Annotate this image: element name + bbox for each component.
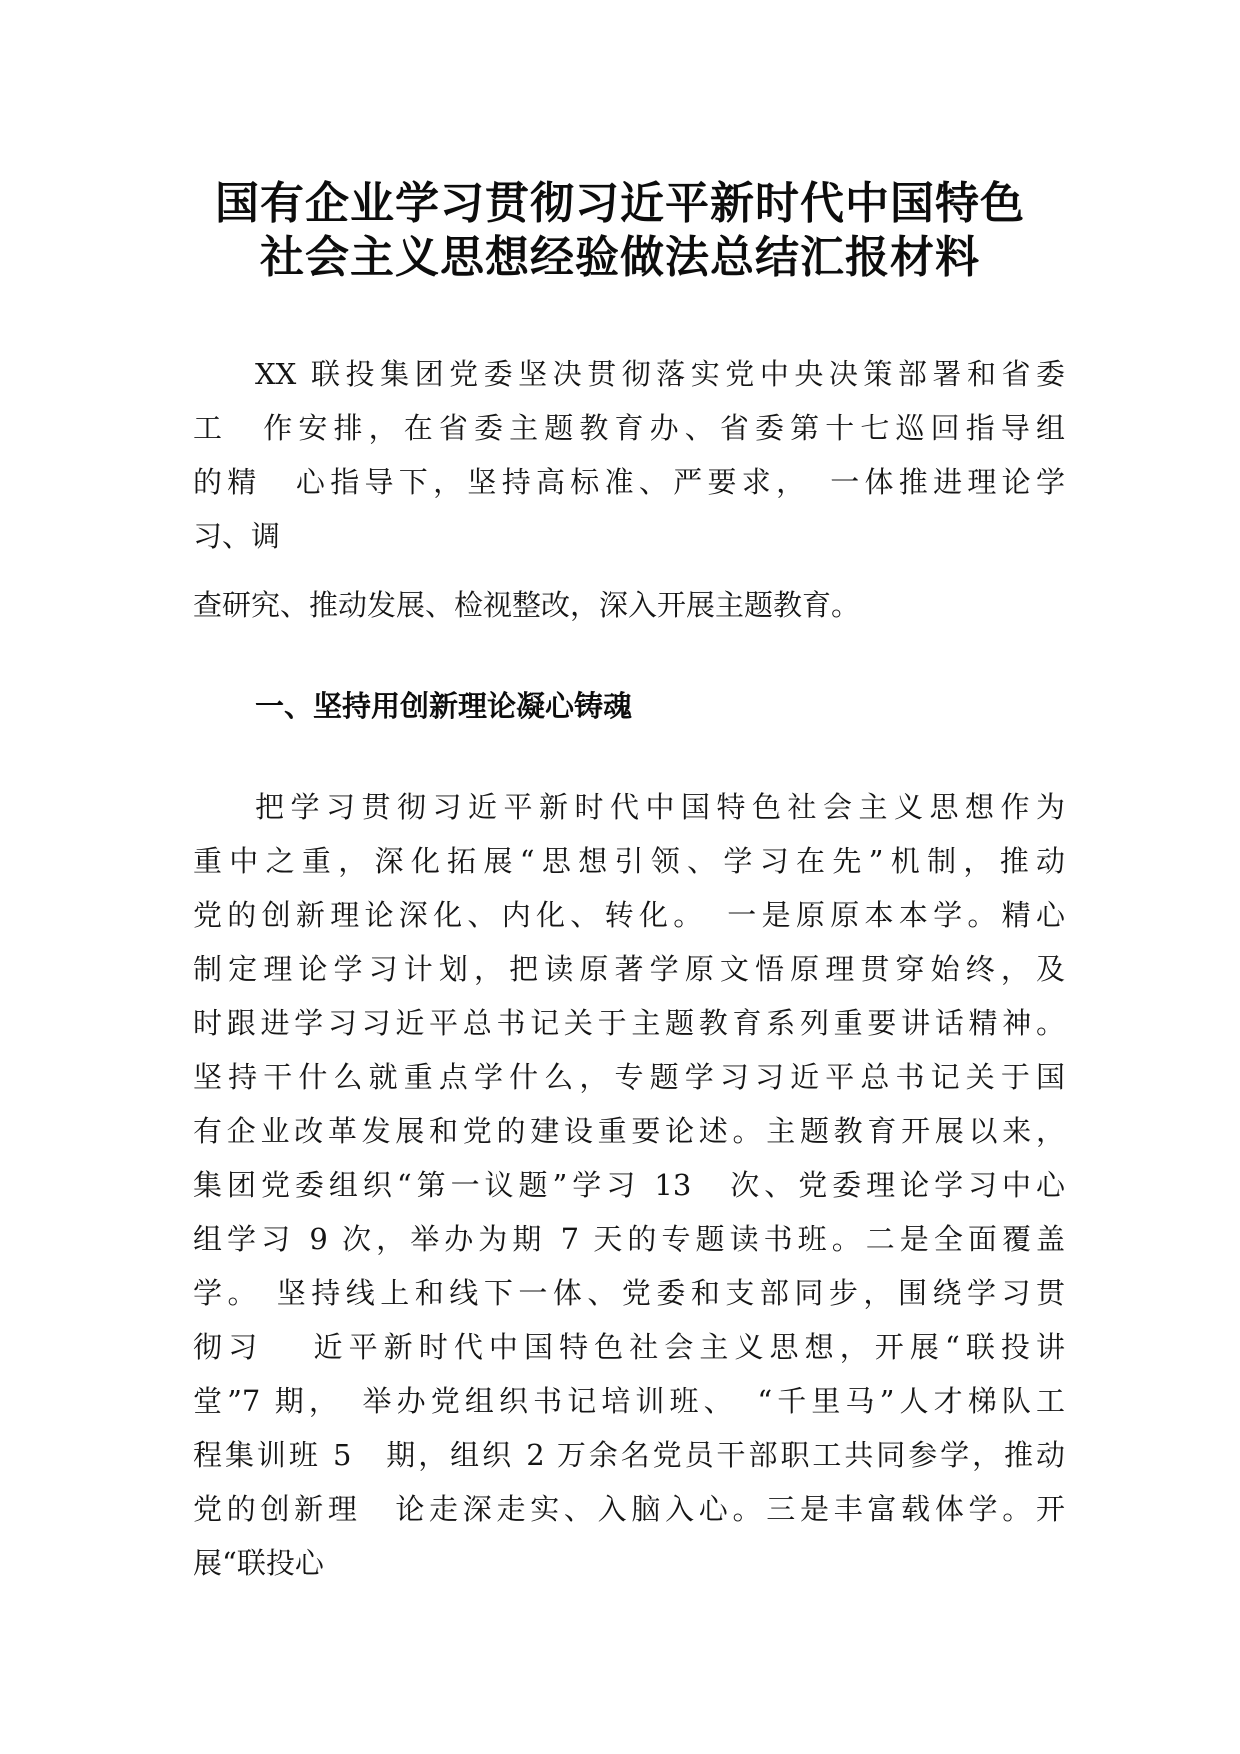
body-line: 把学习贯彻习近平新时代中国特色社会主义思想作为 <box>255 790 1065 824</box>
body-line: 集团党委组织“第一议题”学习 13 次、党委理论学习中心 <box>193 1168 1065 1202</box>
body-line: 学。 坚持线上和线下一体、党委和支部同步，围绕学习贯 <box>193 1276 1065 1310</box>
body-line: 展“联投心 <box>193 1546 324 1580</box>
body-line: 党的创新理论深化、内化、转化。 一是原原本本学。精心 <box>193 898 1065 932</box>
body-line: 党的创新理 论走深走实、入脑入心。三是丰富载体学。开 <box>193 1492 1065 1526</box>
body-line: 时跟进学习习近平总书记关于主题教育系列重要讲话精神。 <box>193 1006 1065 1040</box>
intro-line: 查研究、推动发展、检视整改，深入开展主题教育。 <box>193 588 861 622</box>
body-line: 制定理论学习计划，把读原著学原文悟原理贯穿始终，及 <box>193 952 1065 986</box>
body-line: 彻习 近平新时代中国特色社会主义思想，开展“联投讲 <box>193 1330 1065 1364</box>
body-line: 坚持干什么就重点学什么，专题学习习近平总书记关于国 <box>193 1060 1065 1094</box>
body-line: 有企业改革发展和党的建设重要论述。主题教育开展以来， <box>193 1114 1065 1148</box>
document-title-line-1: 国有企业学习贯彻习近平新时代中国特色 <box>215 178 1025 229</box>
intro-line: 工 作安排，在省委主题教育办、省委第十七巡回指导组 <box>193 411 1065 445</box>
body-line: 组学习 9 次，举办为期 7 天的专题读书班。二是全面覆盖 <box>193 1222 1065 1256</box>
body-line: 重中之重，深化拓展“思想引领、学习在先”机制，推动 <box>193 844 1065 878</box>
section-heading: 一、坚持用创新理论凝心铸魂 <box>255 689 633 723</box>
intro-line: XX 联投集团党委坚决贯彻落实党中央决策部署和省委 <box>255 357 1065 391</box>
body-line: 程集训班 5 期，组织 2 万余名党员干部职工共同参学，推动 <box>193 1438 1065 1472</box>
intro-line: 习、调 <box>193 519 281 553</box>
document-title-line-2: 社会主义思想经验做法总结汇报材料 <box>260 232 980 283</box>
body-line: 堂”7 期， 举办党组织书记培训班、 “千里马”人才梯队工 <box>193 1384 1065 1418</box>
intro-line: 的精 心指导下，坚持高标准、严要求， 一体推进理论学 <box>193 465 1065 499</box>
